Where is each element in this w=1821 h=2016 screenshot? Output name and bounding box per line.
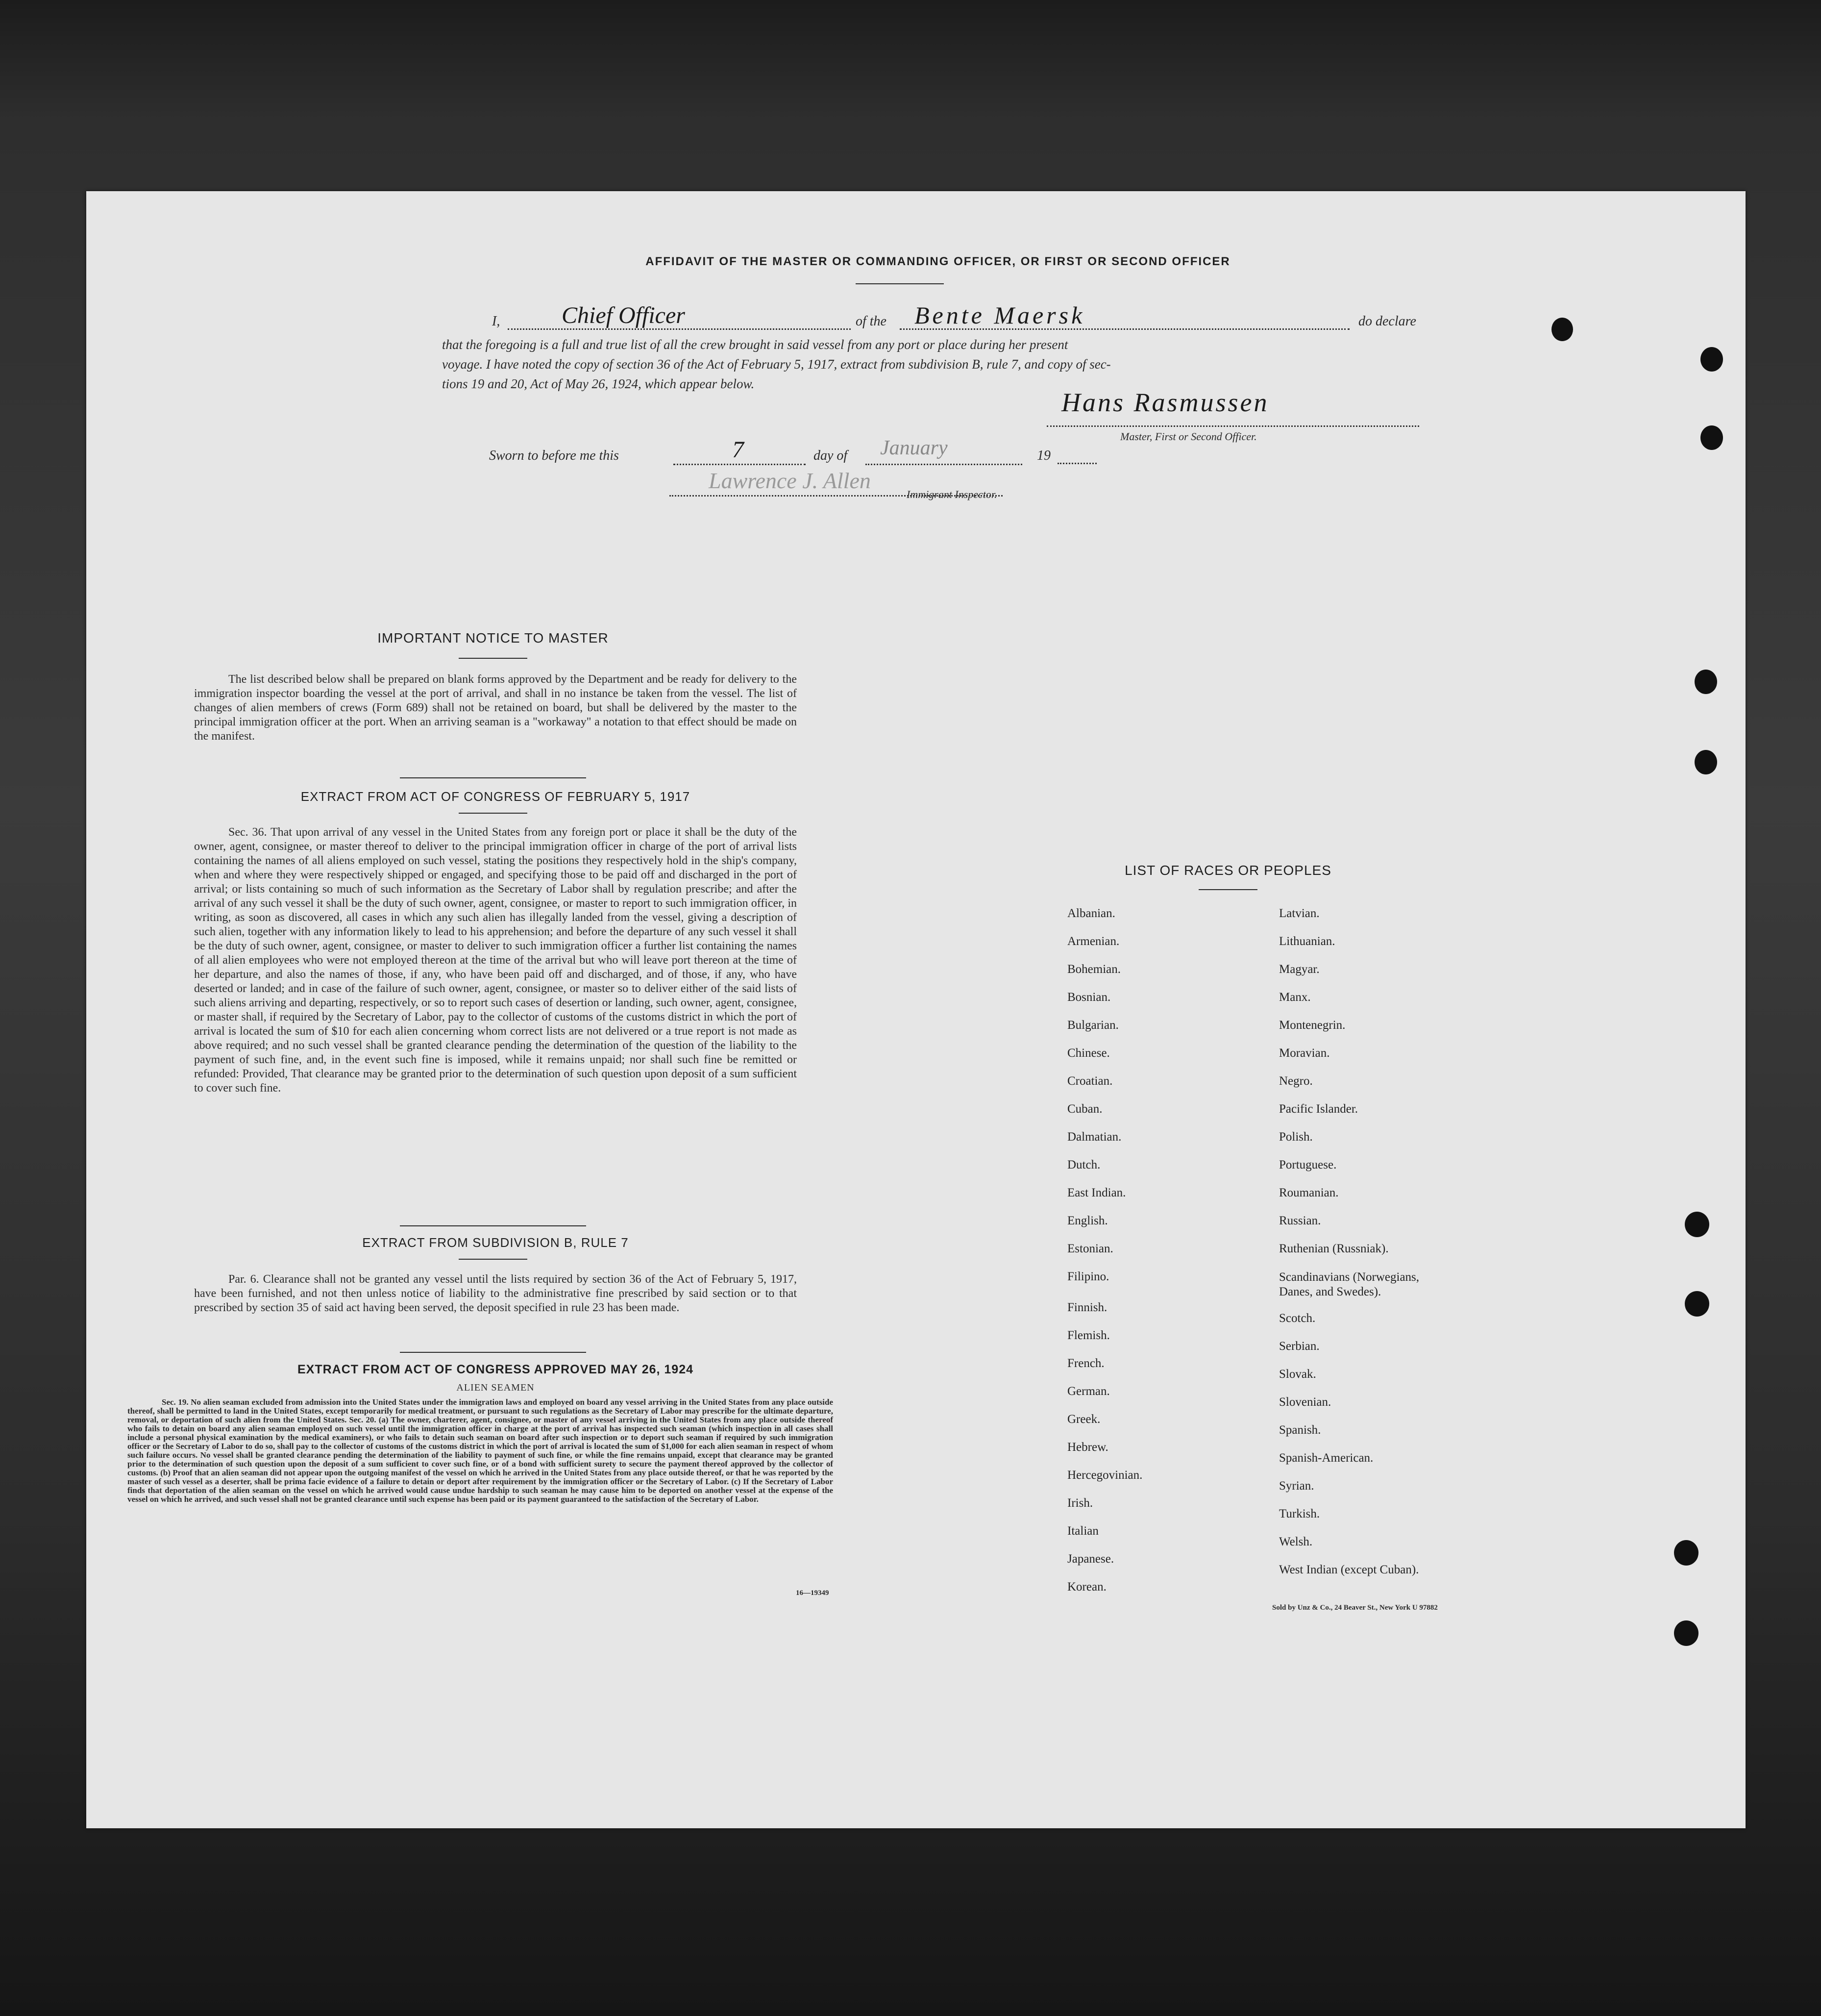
race-item: Negro. bbox=[1279, 1074, 1313, 1088]
form-page bbox=[86, 191, 1746, 1828]
race-item: Armenian. bbox=[1067, 935, 1120, 948]
race-item: Hercegovinian. bbox=[1067, 1468, 1143, 1482]
race-item: Slovenian. bbox=[1279, 1395, 1331, 1409]
race-item: Spanish-American. bbox=[1279, 1451, 1374, 1465]
race-item: Dutch. bbox=[1067, 1158, 1101, 1171]
race-item: Estonian. bbox=[1067, 1242, 1113, 1255]
race-item: Dalmatian. bbox=[1067, 1130, 1122, 1144]
day-field bbox=[673, 437, 806, 465]
day-handwritten: 7 bbox=[732, 437, 744, 463]
race-item: Croatian. bbox=[1067, 1074, 1113, 1088]
officer-field bbox=[508, 302, 851, 330]
year-field bbox=[1058, 456, 1097, 464]
race-item: Flemish. bbox=[1067, 1329, 1110, 1342]
race-item: Scandinavians (Norwegians, Danes, and Swedes). bbox=[1279, 1270, 1420, 1298]
divider bbox=[1199, 889, 1257, 890]
race-item: Japanese. bbox=[1067, 1552, 1114, 1566]
race-item: Chinese. bbox=[1067, 1046, 1110, 1060]
binder-hole bbox=[1700, 347, 1723, 372]
of-the-label: of the bbox=[856, 314, 886, 329]
extract-1917-heading: EXTRACT FROM ACT OF CONGRESS OF FEBRUARY 5, 1917 bbox=[300, 789, 690, 804]
vessel-handwritten: Bente Maersk bbox=[914, 301, 1085, 329]
affidavit-i-label: I, bbox=[492, 314, 500, 329]
race-item: Bulgarian. bbox=[1067, 1019, 1119, 1032]
race-item: Manx. bbox=[1279, 991, 1311, 1004]
month-field bbox=[865, 437, 1022, 465]
extract-1917-text: Sec. 36. That upon arrival of any vessel in the United States from any foreign port or place it shall be the duty of the owner, agent, consignee, or master thereof to deliver to the principal immigration officer in charge of the port of arrival lists containing the names of all aliens employed on such vessel, stating the positions they respectively hold in the ship's company, when and where they were respectively shipped or engaged, and specifying those to be paid off and discharged in the port of arrival; or lists containing so much of such information as the Secretary of Labor shall by regulation prescribe; and after the arrival of any such vessel it shall be the duty of such owner, agent, consignee, or master to report to such immigration officer, in writing, as soon as discovered, all cases in which any such alien has illegally landed from the vessel, giving a description of such alien, together with any information likely to lead to his apprehension; and before the departure of any such vessel it shall be the duty of such owner, agent, consignee, or master to deliver to such immigration officer a further list containing the names of all alien employees who were not employed thereon at the time of the arrival but who will leave port thereon at the time of her departure, and also the names of those, if any, who have been paid off and discharged, and of those, if any, who have deserted or landed; and in case of the failure of such owner, agent, consignee, or master so to deliver either of the said lists of such aliens arriving and departing, respectively, or so to report such cases of desertion or landing, such owner, agent, consignee, or master shall, if required by the Secretary of Labor, pay to the collector of customs of the customs district in which the port of arrival is located the sum of $10 for each alien concerning whom correct lists are not delivered or a true report is not made as above required; and no such vessel shall be granted clearance pending the determination of the question of the liability to the payment of such fine, and, in the event such fine is imposed, while it remains unpaid; nor shall such fine be remitted or refunded: Provided, That clearance may be granted prior to the determination of such question upon deposit of a sum sufficient to cover such fine. bbox=[194, 826, 797, 1095]
race-item: Serbian. bbox=[1279, 1340, 1320, 1353]
race-item: West Indian (except Cuban). bbox=[1279, 1563, 1419, 1576]
race-item: Bosnian. bbox=[1067, 991, 1111, 1004]
divider bbox=[400, 777, 586, 778]
race-item: Italian bbox=[1067, 1524, 1099, 1538]
rule7-heading: EXTRACT FROM SUBDIVISION B, RULE 7 bbox=[362, 1235, 629, 1250]
signature-caption: Master, First or Second Officer. bbox=[1120, 430, 1257, 443]
binder-hole bbox=[1551, 318, 1573, 341]
signature-field bbox=[1047, 422, 1419, 427]
race-item: Bohemian. bbox=[1067, 963, 1121, 976]
binder-hole bbox=[1674, 1540, 1698, 1566]
race-item: Greek. bbox=[1067, 1413, 1101, 1426]
race-item: Montenegrin. bbox=[1279, 1019, 1346, 1032]
race-item: Hebrew. bbox=[1067, 1441, 1108, 1454]
race-item: Finnish. bbox=[1067, 1301, 1107, 1314]
officer-handwritten: Chief Officer bbox=[562, 302, 685, 328]
inspector-signature: Lawrence J. Allen bbox=[709, 468, 871, 493]
year-prefix: 19 bbox=[1037, 448, 1051, 463]
race-item: Pacific Islander. bbox=[1279, 1102, 1358, 1116]
race-item: Roumanian. bbox=[1279, 1186, 1339, 1199]
race-item: Syrian. bbox=[1279, 1479, 1314, 1493]
divider bbox=[400, 1225, 586, 1226]
printer-imprint: Sold by Unz & Co., 24 Beaver St., New York U 97882 bbox=[1272, 1604, 1438, 1612]
affidavit-heading: AFFIDAVIT OF THE MASTER OR COMMANDING OFFICER, OR FIRST OR SECOND OFFICER bbox=[645, 255, 1230, 268]
race-item: English. bbox=[1067, 1214, 1108, 1227]
race-item: Scotch. bbox=[1279, 1312, 1316, 1325]
race-item: Lithuanian. bbox=[1279, 935, 1335, 948]
race-item: Ruthenian (Russniak). bbox=[1279, 1242, 1389, 1255]
race-item: French. bbox=[1067, 1357, 1105, 1370]
race-item: Slovak. bbox=[1279, 1368, 1316, 1381]
race-item: Cuban. bbox=[1067, 1102, 1103, 1116]
binder-hole bbox=[1674, 1620, 1698, 1646]
race-item: Russian. bbox=[1279, 1214, 1321, 1227]
binder-hole bbox=[1685, 1291, 1709, 1317]
race-item: Polish. bbox=[1279, 1130, 1313, 1144]
sworn-label: Sworn to before me this bbox=[489, 448, 619, 463]
divider bbox=[400, 1352, 586, 1353]
race-item: German. bbox=[1067, 1385, 1110, 1398]
race-item: Albanian. bbox=[1067, 907, 1115, 920]
binder-hole bbox=[1695, 750, 1717, 774]
master-signature: Hans Rasmussen bbox=[1061, 388, 1269, 417]
rule7-text: Par. 6. Clearance shall not be granted any vessel until the lists required by section 36 of the Act of February 5, 1917, have been furnished, and not then unless notice of liability to the administrative fine prescribed by said section or to that prescribed by section 35 of said act having been served, the deposit specified in rule 23 has been made. bbox=[194, 1273, 797, 1314]
race-item: Welsh. bbox=[1279, 1535, 1313, 1548]
binder-hole bbox=[1700, 425, 1723, 450]
vessel-field bbox=[900, 301, 1350, 330]
day-of-label: day of bbox=[813, 448, 848, 463]
form-number: 16—19349 bbox=[796, 1589, 829, 1597]
race-item: Irish. bbox=[1067, 1496, 1093, 1510]
affidavit-body-line1: that the foregoing is a full and true list of all the crew brought in said vessel from any port or place during her present bbox=[442, 337, 1068, 352]
extract-1924-text: Sec. 19. No alien seaman excluded from admission into the United States under the immigration laws and employed on board any vessel arriving in the United States from any place outside thereof, shall be permitted to land in the United States, except temporarily for medical treatment, or pursuant to such regulations as the Secretary of Labor may prescribe for the ultimate departure, removal, or deportation of such alien from the United States. Sec. 20. (a) The owner, charterer, agent, consignee, or master of any vessel arriving in the United States from any place outside thereof who fails to detain on board any alien seaman employed on such vessel until the immigration officer in charge at the port of arrival has inspected such seaman (which inspection in all cases shall include a personal physical examination by the medical examiners), or who fails to detain such seaman on board after such inspection or to deport such seaman if required by such immigration officer or the Secretary of Labor to do so, shall pay to the collector of customs of the customs district in which the port of arrival is located the sum of $1,000 for each alien seaman in respect of whom such failure occurs. No vessel shall be granted clearance pending the determination of the liability to payment of such fine, or while the fine remains unpaid, except that clearance may be granted prior to the determination of such question upon the deposit of a sum sufficient to cover such fine, or of a bond with sufficient surety to secure the payment thereof approved by the collector of customs. (b) Proof that an alien seaman did not appear upon the outgoing manifest of the vessel on which he arrived in the United States from any place outside thereof, or that he was reported by the master of such vessel as a deserter, shall be prima facie evidence of a failure to detain or deport after requirement by the immigration officer or the Secretary of Labor. (c) If the Secretary of Labor finds that deportation of the alien seaman on the vessel on which he arrived would cause undue hardship to such seaman he may cause him to be deported on another vessel at the expense of the vessel on which he arrived, and such vessel shall not be granted clearance until such expense has been paid or its payment guaranteed to the satisfaction of the Secretary of Labor. bbox=[127, 1397, 833, 1504]
divider bbox=[459, 1259, 527, 1260]
race-item: East Indian. bbox=[1067, 1186, 1126, 1199]
divider bbox=[459, 658, 527, 659]
inspector-caption: Immigrant Inspector. bbox=[907, 488, 997, 500]
race-item: Filipino. bbox=[1067, 1270, 1109, 1283]
binder-hole bbox=[1685, 1212, 1709, 1237]
extract-1924-heading: EXTRACT FROM ACT OF CONGRESS APPROVED MAY 26, 1924 bbox=[297, 1363, 694, 1376]
affidavit-body-line3: tions 19 and 20, Act of May 26, 1924, which appear below. bbox=[442, 376, 755, 391]
divider bbox=[856, 283, 944, 284]
notice-heading: IMPORTANT NOTICE TO MASTER bbox=[377, 630, 609, 646]
binder-hole bbox=[1695, 670, 1717, 694]
divider bbox=[459, 813, 527, 814]
race-item: Korean. bbox=[1067, 1580, 1107, 1593]
notice-text: The list described below shall be prepared on blank forms approved by the Department and be ready for delivery to the immigration inspector boarding the vessel at the port of arrival, and shall in no instance be taken from the vessel. The list of changes of alien members of crews (Form 689) shall not be retained on board, but shall be delivered by the master to the principal immigration officer at the port. When an arriving seaman is a "workaway" a notation to that effect should be made on the manifest. bbox=[194, 673, 797, 743]
do-declare-label: do declare bbox=[1358, 314, 1416, 329]
race-item: Spanish. bbox=[1279, 1423, 1321, 1437]
race-item: Latvian. bbox=[1279, 907, 1320, 920]
month-handwritten: January bbox=[880, 437, 948, 459]
race-item: Moravian. bbox=[1279, 1046, 1330, 1060]
races-heading: LIST OF RACES OR PEOPLES bbox=[1125, 863, 1331, 878]
race-item: Magyar. bbox=[1279, 963, 1320, 976]
alien-seamen-subheading: ALIEN SEAMEN bbox=[456, 1382, 535, 1393]
race-item: Turkish. bbox=[1279, 1507, 1320, 1520]
race-item: Portuguese. bbox=[1279, 1158, 1337, 1171]
affidavit-body-line2: voyage. I have noted the copy of section 36 of the Act of February 5, 1917, extract from subdivision B, rule 7, and copy of sec- bbox=[442, 357, 1111, 372]
